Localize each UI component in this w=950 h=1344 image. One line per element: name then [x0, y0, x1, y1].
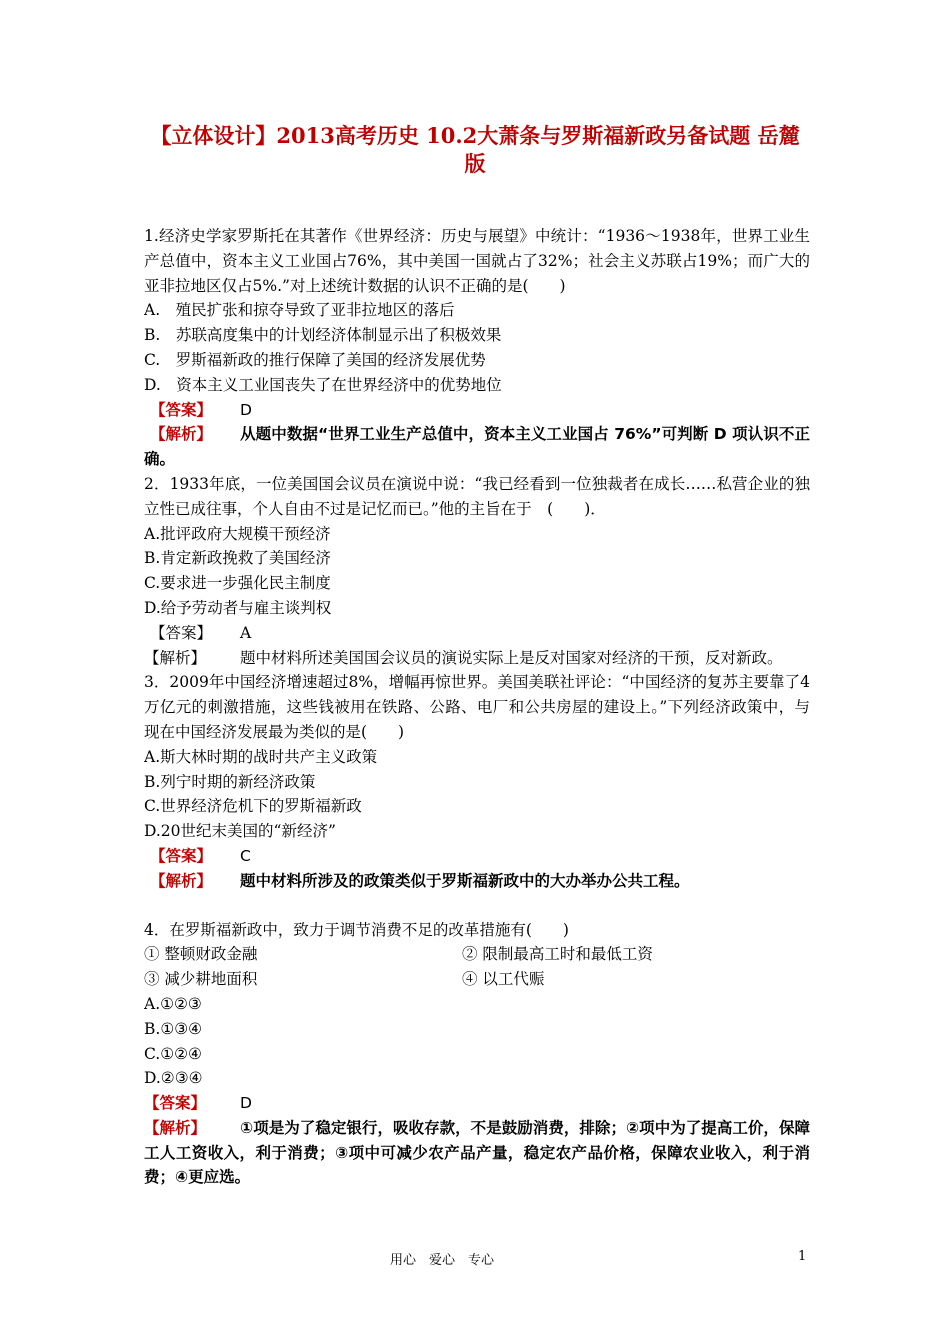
answer-label: 【答案】 [150, 845, 213, 865]
question-2-option-b: B.肯定新政挽救了美国经济 [144, 549, 331, 568]
analysis-label: 【解析】 [144, 648, 207, 667]
analysis-text: 题中材料所涉及的政策类似于罗斯福新政中的大办举办公共工程。 [240, 871, 690, 890]
question-4-option-d: D.②③④ [144, 1069, 203, 1088]
item-1: ① 整顿财政金融 [144, 945, 258, 964]
analysis-text: 题中材料所述美国国会议员的演说实际上是反对国家对经济的干预，反对新政。 [240, 648, 783, 667]
question-3-stem: 3．2009年中国经济增速超过8%，增幅再惊世界。美国美联社评论：“中国经济的复苏主要靠了4万亿元的刺激措施，这些钱被用在铁路、公路、电厂和公共房屋的建设上。”下列经济政策中，与现在中国经济发展最为类似的是( ) [144, 673, 810, 741]
answer-label: 【答案】 [150, 623, 213, 642]
item-3: ③ 减少耕地面积 [144, 970, 258, 989]
question-4-answer [144, 1091, 810, 1116]
document-title: 【立体设计】2013高考历史 10.2大萧条与罗斯福新政另备试题 岳麓版 [150, 123, 800, 176]
question-4-items-row-1 [144, 942, 810, 967]
question-2-stem: 2．1933年底，一位美国国会议员在演说中说：“我已经看到一位独裁者在成长……私营企业的独立性已成往事，个人自由不过是记忆而已。”他的主旨在于 ( )． [144, 474, 810, 518]
question-4-stem: 4．在罗斯福新政中，致力于调节消费不足的改革措施有( ) [144, 920, 569, 939]
question-3-option-c: C.世界经济危机下的罗斯福新政 [144, 797, 362, 816]
question-2-analysis [144, 646, 810, 671]
analysis-label: 【解析】 [150, 871, 213, 890]
question-3-option-b: B.列宁时期的新经济政策 [144, 772, 316, 791]
question-4-option-a: A.①②③ [144, 994, 202, 1013]
question-1-option-b: B. 苏联高度集中的计划经济体制显示出了积极效果 [144, 326, 502, 345]
question-1-option-c: C. 罗斯福新政的推行保障了美国的经济发展优势 [144, 350, 486, 369]
question-3-option-a: A.斯大林时期的战时共产主义政策 [144, 747, 378, 766]
question-4-option-b: B.①③④ [144, 1019, 203, 1038]
item-2: ② 限制最高工时和最低工资 [462, 945, 653, 964]
question-3-option-d: D.20世纪末美国的“新经济” [144, 822, 336, 841]
question-1-stem: 1.经济史学家罗斯托在其著作《世界经济：历史与展望》中统计：“1936～1938年，世界工业生产总值中，资本主义工业国占76%，其中美国一国就占了32%；社会主义苏联占19%；而广大的亚非拉地区仅占5%.”对上述统计数据的认识不正确的是( ) [144, 227, 810, 295]
analysis-label: 【解析】 [150, 425, 213, 444]
page-number: 1 [798, 1249, 807, 1264]
question-1-option-a: A. 殖民扩张和掠夺导致了亚非拉地区的落后 [144, 301, 455, 320]
document-body [144, 224, 810, 1190]
answer-value: D [240, 400, 252, 419]
question-2-option-c: C.要求进一步强化民主制度 [144, 574, 331, 593]
question-3-analysis [144, 869, 810, 894]
analysis-label: 【解析】 [144, 1118, 207, 1137]
item-4: ④ 以工代赈 [462, 970, 545, 989]
answer-label: 【答案】 [144, 1093, 207, 1113]
question-1-analysis [144, 422, 810, 472]
question-3-answer [144, 844, 810, 869]
answer-value: A [240, 623, 252, 642]
analysis-text: ①项是为了稳定银行，吸收存款，不是鼓励消费，排除；②项中为了提高工价，保障工人工资收入，利于消费；③项中可减少农产品产量，稳定农产品价格，保障农业收入，利于消费；④更应选。 [144, 1118, 810, 1187]
question-1-option-d: D. 资本主义工业国丧失了在世界经济中的优势地位 [144, 375, 502, 394]
answer-value: C [240, 846, 251, 865]
answer-value: D [240, 1094, 252, 1113]
question-1-answer [144, 398, 810, 423]
spacer [144, 894, 810, 918]
question-4-option-c: C.①②④ [144, 1044, 202, 1063]
footer-motto: 用心 爱心 专心 [390, 1253, 495, 1268]
question-2-option-d: D.给予劳动者与雇主谈判权 [144, 598, 332, 617]
question-4-analysis [144, 1116, 810, 1190]
analysis-text: 从题中数据“世界工业生产总值中，资本主义工业国占 76%”可判断 D 项认识不正确。 [144, 425, 810, 469]
question-2-answer [144, 621, 810, 646]
question-2-option-a: A.批评政府大规模干预经济 [144, 524, 331, 543]
answer-label: 【答案】 [150, 399, 213, 419]
question-4-items-row-2 [144, 967, 810, 992]
